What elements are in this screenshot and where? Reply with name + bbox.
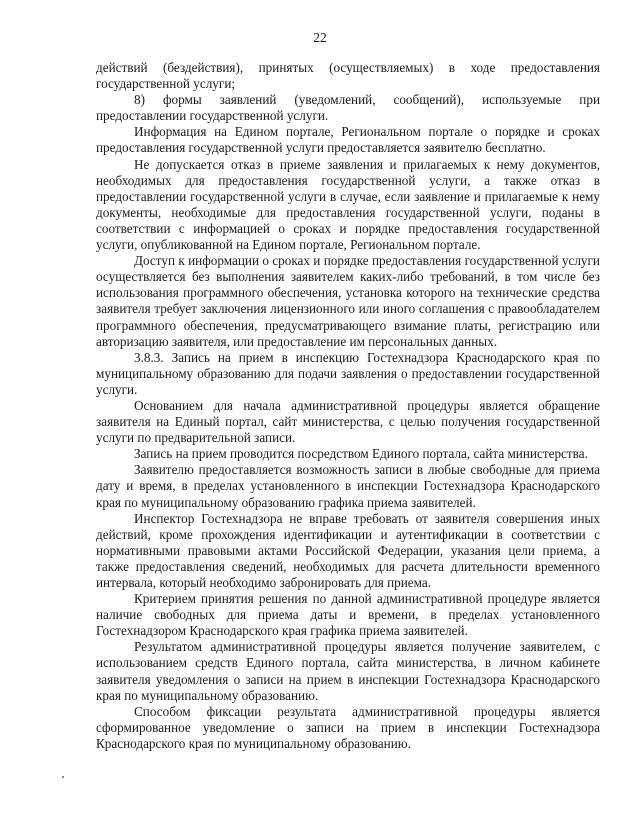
paragraph: Способом фиксации результата административной процедуры является сформированное уведомление о записи на прием в инспекции Гостехнадзора Краснодарского края по муниципальному образованию. xyxy=(96,703,600,751)
paragraph: Основанием для начала административной процедуры является обращение заявителя на Единый портал, сайт министерства, с целью получения государственной услуги по предварительной записи. xyxy=(96,397,600,446)
paragraph: Результатом административной процедуры является получение заявителем, с использованием средств Единого портала, сайта министерства, в личном кабинете заявителя уведомления о записи на прием в инспекции Гостехнадзора Краснодарского края по муниципальному образованию. xyxy=(96,639,600,703)
paragraph: Информация на Едином портале, Региональном портале о порядке и сроках предоставления государственной услуги предоставляется заявителю бесплатно. xyxy=(96,124,600,156)
page-number: 22 xyxy=(313,30,327,45)
paragraph: Критерием принятия решения по данной административной процедуре является наличие свободных для приема даты и времени, в пределах установленного Гостехнадзором Краснодарского края графика приема заявителей. xyxy=(96,591,600,639)
scan-artifact xyxy=(62,776,64,778)
paragraph: Инспектор Гостехнадзора не вправе требовать от заявителя совершения иных действий, кроме прохождения идентификации и аутентификации в соответствии с нормативными правовыми актами Российской Федерации, указания цели приема, а также предоставления сведений, необходимых для расчета длительности временного интервала, который необходимо забронировать для приема. xyxy=(96,510,600,590)
paragraph: действий (бездействия), принятых (осуществляемых) в ходе предоставления государственной услуги; xyxy=(96,60,600,92)
paragraph: Запись на прием проводится посредством Единого портала, сайта министерства. xyxy=(134,446,588,462)
paragraph: 8) формы заявлений (уведомлений, сообщений), используемые при предоставлении государственной услуги. xyxy=(96,92,600,124)
paragraph: Заявителю предоставляется возможность записи в любые свободные для приема дату и время, в пределах установленного в инспекции Гостехнадзора Краснодарского края по муниципальному образованию графика приема заявителей. xyxy=(96,462,600,510)
paragraph: Не допускается отказ в приеме заявления и прилагаемых к нему документов, необходимых для предоставления государственной услуги, а также отказ в предоставлении государственной услуги в случае, если заявление и прилагаемые к нему документы, необходимые для предоставления государственной услуги, поданы в соответствии с информацией о сроках и порядке предоставления государственной услуги, опубликованной на Едином портале, Региональном портале. xyxy=(96,156,600,253)
document-body xyxy=(96,60,600,752)
section-heading-paragraph: 3.8.3. Запись на прием в инспекцию Гостехнадзора Краснодарского края по муниципальному образованию для подачи заявления о предоставлении государственной услуги. xyxy=(96,349,600,397)
paragraph: Доступ к информации о сроках и порядке предоставления государственной услуги осуществляется без выполнения заявителем каких-либо требований, в том числе без использования программного обеспечения, установка которого на технические средства заявителя требует заключения лицензионного или иного соглашения с правообладателем программного обеспечения, предусматривающего взимание платы, регистрацию или авторизацию заявителя, или предоставление им персональных данных. xyxy=(96,253,600,349)
